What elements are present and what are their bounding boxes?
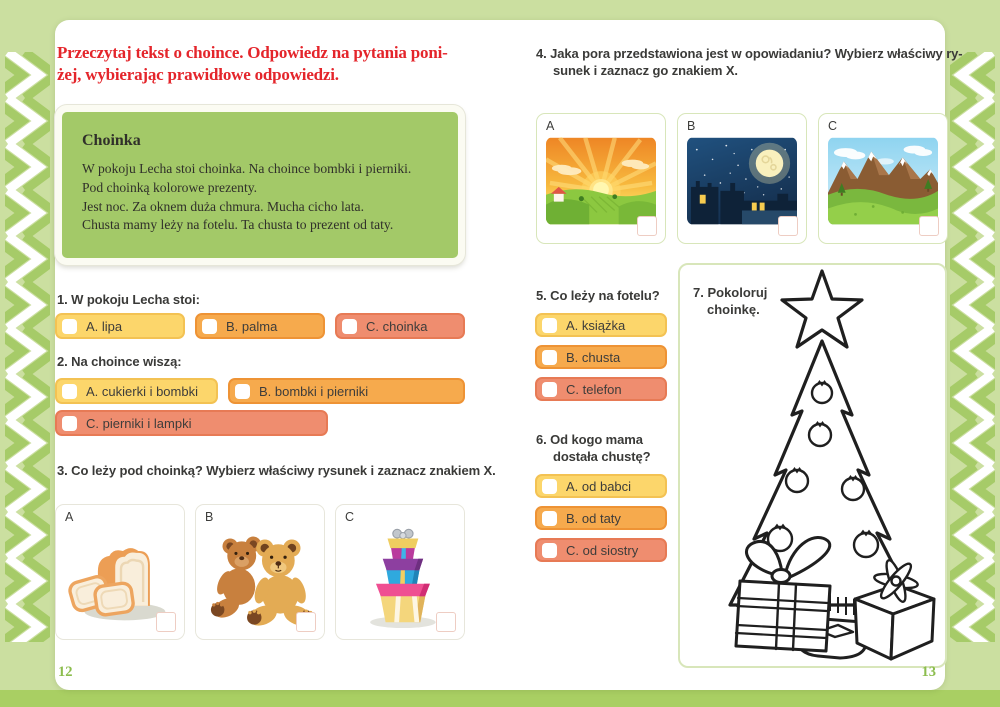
option-label: C. choinka [366, 318, 428, 334]
checkbox[interactable] [542, 479, 557, 494]
question-5-heading: 5. Co leży na fotelu? [536, 288, 660, 303]
question-4-cards [536, 113, 948, 244]
card-letter: B [205, 510, 214, 524]
checkbox[interactable] [542, 511, 557, 526]
question-4-heading [536, 46, 963, 79]
checkbox[interactable] [62, 384, 77, 399]
checkbox[interactable] [436, 612, 456, 632]
checkbox[interactable] [296, 612, 316, 632]
checkbox[interactable] [156, 612, 176, 632]
question-3-cards [55, 504, 465, 640]
question-6-options [535, 474, 667, 562]
story-line: Jest noc. Za oknem duża chmura. Mucha cicho lata. [82, 198, 364, 214]
question-1-options [55, 313, 465, 339]
option-label: C. od siostry [566, 542, 639, 558]
question-3-heading: 3. Co leży pod choinką? Wybierz właściwy rysunek i zaznacz znakiem X. [57, 463, 496, 478]
checkbox[interactable] [919, 216, 939, 236]
option-label: B. chusta [566, 349, 621, 365]
story-box [55, 105, 465, 265]
option-label: A. od babci [566, 478, 632, 494]
option-c-choinka[interactable] [335, 313, 465, 339]
checkbox[interactable] [542, 543, 557, 558]
question-6-heading-line-1: 6. Od kogo mama [536, 432, 643, 447]
instruction-line-2: żej, wybierając prawidłowe odpowiedzi. [57, 65, 339, 85]
option-label: A. cukierki i bombki [86, 383, 198, 399]
coloring-activity-box [678, 263, 947, 668]
story-line: Chusta mamy leży na fotelu. Ta chusta to prezent od taty. [82, 217, 394, 233]
checkbox[interactable] [235, 384, 250, 399]
question-6-heading [536, 432, 650, 465]
chevron-border-right [950, 52, 995, 642]
bottom-green-strip [0, 690, 1000, 707]
instruction-text [57, 42, 497, 87]
question-2-options-row-2 [55, 410, 328, 436]
story-title: Choinka [82, 132, 141, 149]
option-label: A. lipa [86, 318, 123, 334]
checkbox[interactable] [202, 319, 217, 334]
answer-card-b-teddy-bears[interactable] [195, 504, 325, 640]
option-a-cukierki-i-bombki[interactable] [55, 378, 218, 404]
option-label: B. bombki i pierniki [259, 383, 369, 399]
question-1-heading: 1. W pokoju Lecha stoi: [57, 292, 200, 307]
option-b-chusta[interactable] [535, 345, 667, 369]
option-c-telefon[interactable] [535, 377, 667, 401]
checkbox[interactable] [637, 216, 657, 236]
option-c-od-siostry[interactable] [535, 538, 667, 562]
option-a-od-babci[interactable] [535, 474, 667, 498]
option-a-lipa[interactable] [55, 313, 185, 339]
question-6-heading-line-2: dostała chustę? [553, 448, 651, 464]
question-7-heading-line-2: choinkę. [707, 301, 760, 317]
question-7-heading-line-1: 7. Pokoloruj [693, 285, 768, 300]
option-label: B. palma [226, 318, 278, 334]
worksheet-page [55, 20, 963, 690]
page-number-right: 13 [921, 664, 936, 680]
option-b-bombki-i-pierniki[interactable] [228, 378, 465, 404]
story-line: Pod choinką kolorowe prezenty. [82, 179, 258, 195]
card-letter: B [687, 119, 696, 133]
option-label: C. telefon [566, 381, 622, 397]
card-letter: C [828, 119, 838, 133]
card-letter: A [65, 510, 74, 524]
story-line: W pokoju Lecha stoi choinka. Na choince bombki i pierniki. [82, 161, 412, 176]
sunrise-over-fields-illustration [546, 137, 656, 225]
option-c-pierniki-i-lampki[interactable] [55, 410, 328, 436]
card-letter: C [345, 510, 355, 524]
option-label: B. od taty [566, 510, 621, 526]
christmas-tree-coloring-illustration[interactable] [680, 265, 945, 666]
night-image-frame [687, 137, 797, 225]
checkbox[interactable] [542, 318, 557, 333]
answer-card-a-sunrise[interactable] [536, 113, 666, 244]
checkbox[interactable] [778, 216, 798, 236]
night-sky-with-moon-illustration [687, 137, 797, 225]
option-b-od-taty[interactable] [535, 506, 667, 530]
option-label: A. książka [566, 317, 626, 333]
page-number-left: 12 [58, 664, 73, 680]
option-label: C. pierniki i lampki [86, 415, 192, 431]
mountains-image-frame [828, 137, 938, 225]
card-letter: A [546, 119, 555, 133]
instruction-line-1: Przeczytaj tekst o choince. Odpowiedz na pytania poni- [57, 43, 448, 62]
answer-card-c-mountains[interactable] [818, 113, 948, 244]
question-2-heading: 2. Na choince wiszą: [57, 354, 182, 369]
checkbox[interactable] [542, 382, 557, 397]
answer-card-c-gifts[interactable] [335, 504, 465, 640]
answer-card-b-night[interactable] [677, 113, 807, 244]
question-4-heading-line-2: sunek i zaznacz go znakiem X. [553, 62, 738, 78]
checkbox[interactable] [342, 319, 357, 334]
option-b-palma[interactable] [195, 313, 325, 339]
option-a-ksiazka[interactable] [535, 313, 667, 337]
checkbox[interactable] [62, 416, 77, 431]
question-4-heading-line-1: 4. Jaka pora przedstawiona jest w opowiadaniu? Wybierz właściwy ry- [536, 46, 963, 61]
question-2-options-row-1 [55, 378, 465, 404]
sunrise-image-frame [546, 137, 656, 225]
checkbox[interactable] [542, 350, 557, 365]
chevron-border-left [5, 52, 50, 642]
question-7-heading [693, 285, 767, 319]
checkbox[interactable] [62, 319, 77, 334]
answer-card-a-bread[interactable] [55, 504, 185, 640]
mountain-landscape-illustration [828, 137, 938, 225]
question-5-options [535, 313, 667, 401]
